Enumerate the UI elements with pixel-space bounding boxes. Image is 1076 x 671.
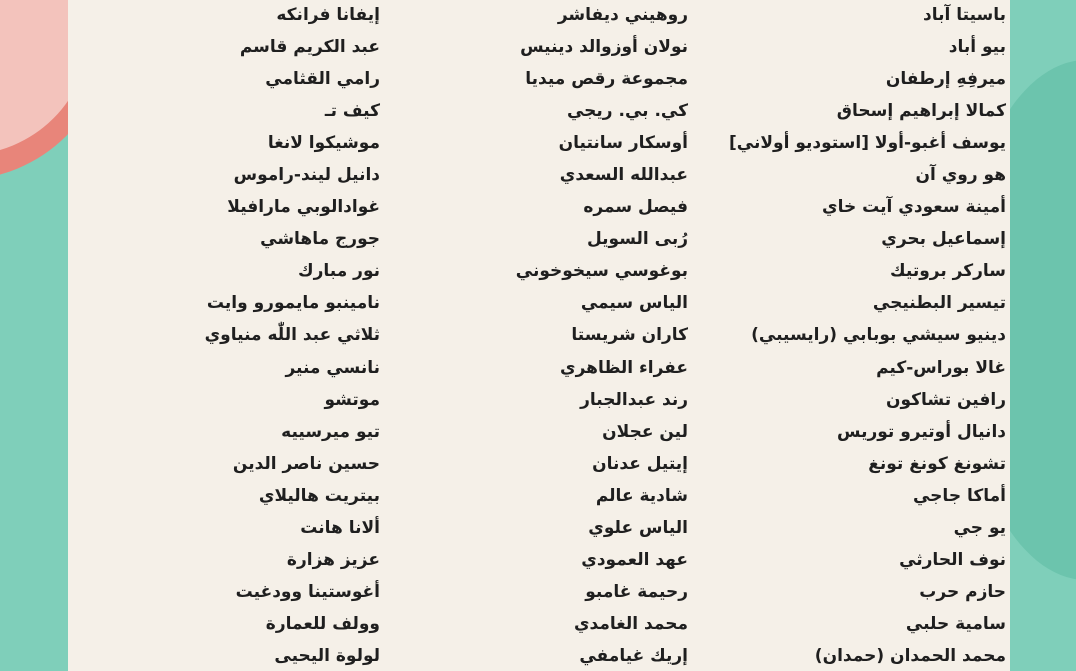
artist-name: لين عجلان	[602, 421, 688, 442]
artist-name: يو جي	[953, 517, 1006, 538]
artist-name: رامي القثامي	[265, 69, 380, 90]
artist-name: كي. بي. ريجي	[566, 101, 688, 122]
artist-name: نانسي منير	[285, 357, 380, 378]
artist-name: ألانا هانت	[300, 517, 380, 538]
artist-name: عزيز هزارة	[286, 549, 380, 570]
artist-name: مجموعة رقص ميديا	[525, 69, 688, 90]
artist-name: رُبى السويل	[586, 229, 688, 250]
artist-name: سامية حلبي	[905, 613, 1006, 634]
artist-name: دانيال أوتيرو توريس	[837, 421, 1006, 442]
artist-name: نوف الحارثي	[899, 549, 1006, 570]
artist-name: دينيو سيشي بوبابي (رايسيبي)	[751, 325, 1006, 346]
artist-name: رافين تشاكون	[885, 389, 1006, 410]
artist-name: بوغوسي سيخوخوني	[515, 261, 688, 282]
artist-name: بيتريت هاليلاي	[258, 485, 380, 506]
artist-name: نور مبارك	[298, 261, 380, 282]
artist-name: إسماعيل بحري	[881, 229, 1006, 250]
artist-name: غالا بوراس-كيم	[876, 357, 1006, 378]
artist-name: روهيني ديفاشر	[557, 5, 688, 25]
artist-name: دانيل ليند-راموس	[233, 165, 380, 186]
artist-name: تيو ميرسييه	[281, 421, 380, 442]
artist-name: رحيمة غامبو	[585, 581, 688, 602]
artist-name: ميرفِهِ إرطفان	[885, 69, 1006, 90]
artist-name: إيتيل عدنان	[592, 453, 688, 474]
artist-name: إيفانا فرانكه	[276, 5, 380, 25]
names-grid	[68, 0, 1010, 671]
artist-name: الياس سيمي	[580, 293, 688, 314]
artist-name: أماكا جاجي	[912, 485, 1006, 506]
artist-name: ساركر بروتيك	[890, 261, 1006, 282]
artist-name: شادية عالم	[595, 485, 688, 506]
artist-name: نامينبو مايمورو وايت	[206, 293, 380, 314]
artist-name: عهد العمودي	[581, 549, 688, 570]
artist-name: أمينة سعودي آيت خاي	[822, 197, 1006, 218]
artist-name: كمالا إبراهيم إسحاق	[836, 101, 1006, 122]
artist-name: هو روي آن	[915, 165, 1006, 186]
artist-name: حازم حرب	[919, 581, 1006, 602]
artist-name: عبد الكريم قاسم	[239, 37, 380, 58]
artist-name: محمد الغامدي	[573, 613, 688, 634]
artist-name: لولوة اليحيى	[274, 645, 380, 666]
artist-name: باسيتا آباد	[923, 5, 1006, 25]
artist-name: تشونغ كونغ تونغ	[868, 453, 1006, 474]
artist-name: فيصل سمره	[583, 197, 688, 218]
artist-name: محمد الحمدان (حمدان)	[814, 645, 1006, 666]
artist-name: بيو أباد	[948, 37, 1006, 58]
artist-name: يوسف أغبو-أولا [استوديو أولاني]	[729, 133, 1006, 154]
artist-name: كاران شريستا	[571, 325, 688, 346]
artist-name: عبدالله السعدي	[559, 165, 688, 186]
artist-name: نولان أوزوالد دينيس	[520, 37, 688, 58]
artist-name: جورج ماهاشي	[260, 229, 380, 250]
artist-name: عفراء الظاهري	[560, 357, 688, 378]
artist-name: وولف للعمارة	[265, 613, 380, 634]
artist-name: ثلاثي عبد اللّٰه منياوي	[204, 325, 380, 346]
artist-name: تيسير البطنيجي	[872, 293, 1006, 314]
artist-name: كيف تـ	[324, 101, 380, 122]
artist-name: موشيكوا لانغا	[267, 133, 380, 154]
names-panel	[68, 0, 1010, 671]
artist-name: موتشو	[324, 389, 380, 410]
artist-name: رند عبدالجبار	[580, 389, 688, 410]
artist-name: غوادالوبي مارافيلا	[227, 197, 380, 218]
artist-name: الياس علوي	[588, 517, 688, 538]
artist-name: حسين ناصر الدين	[232, 453, 380, 474]
artist-name: أوسكار سانتيان	[558, 133, 688, 154]
artist-name: إريك غيامفي	[579, 645, 688, 666]
artist-name: أغوستينا وودغيت	[235, 581, 380, 602]
